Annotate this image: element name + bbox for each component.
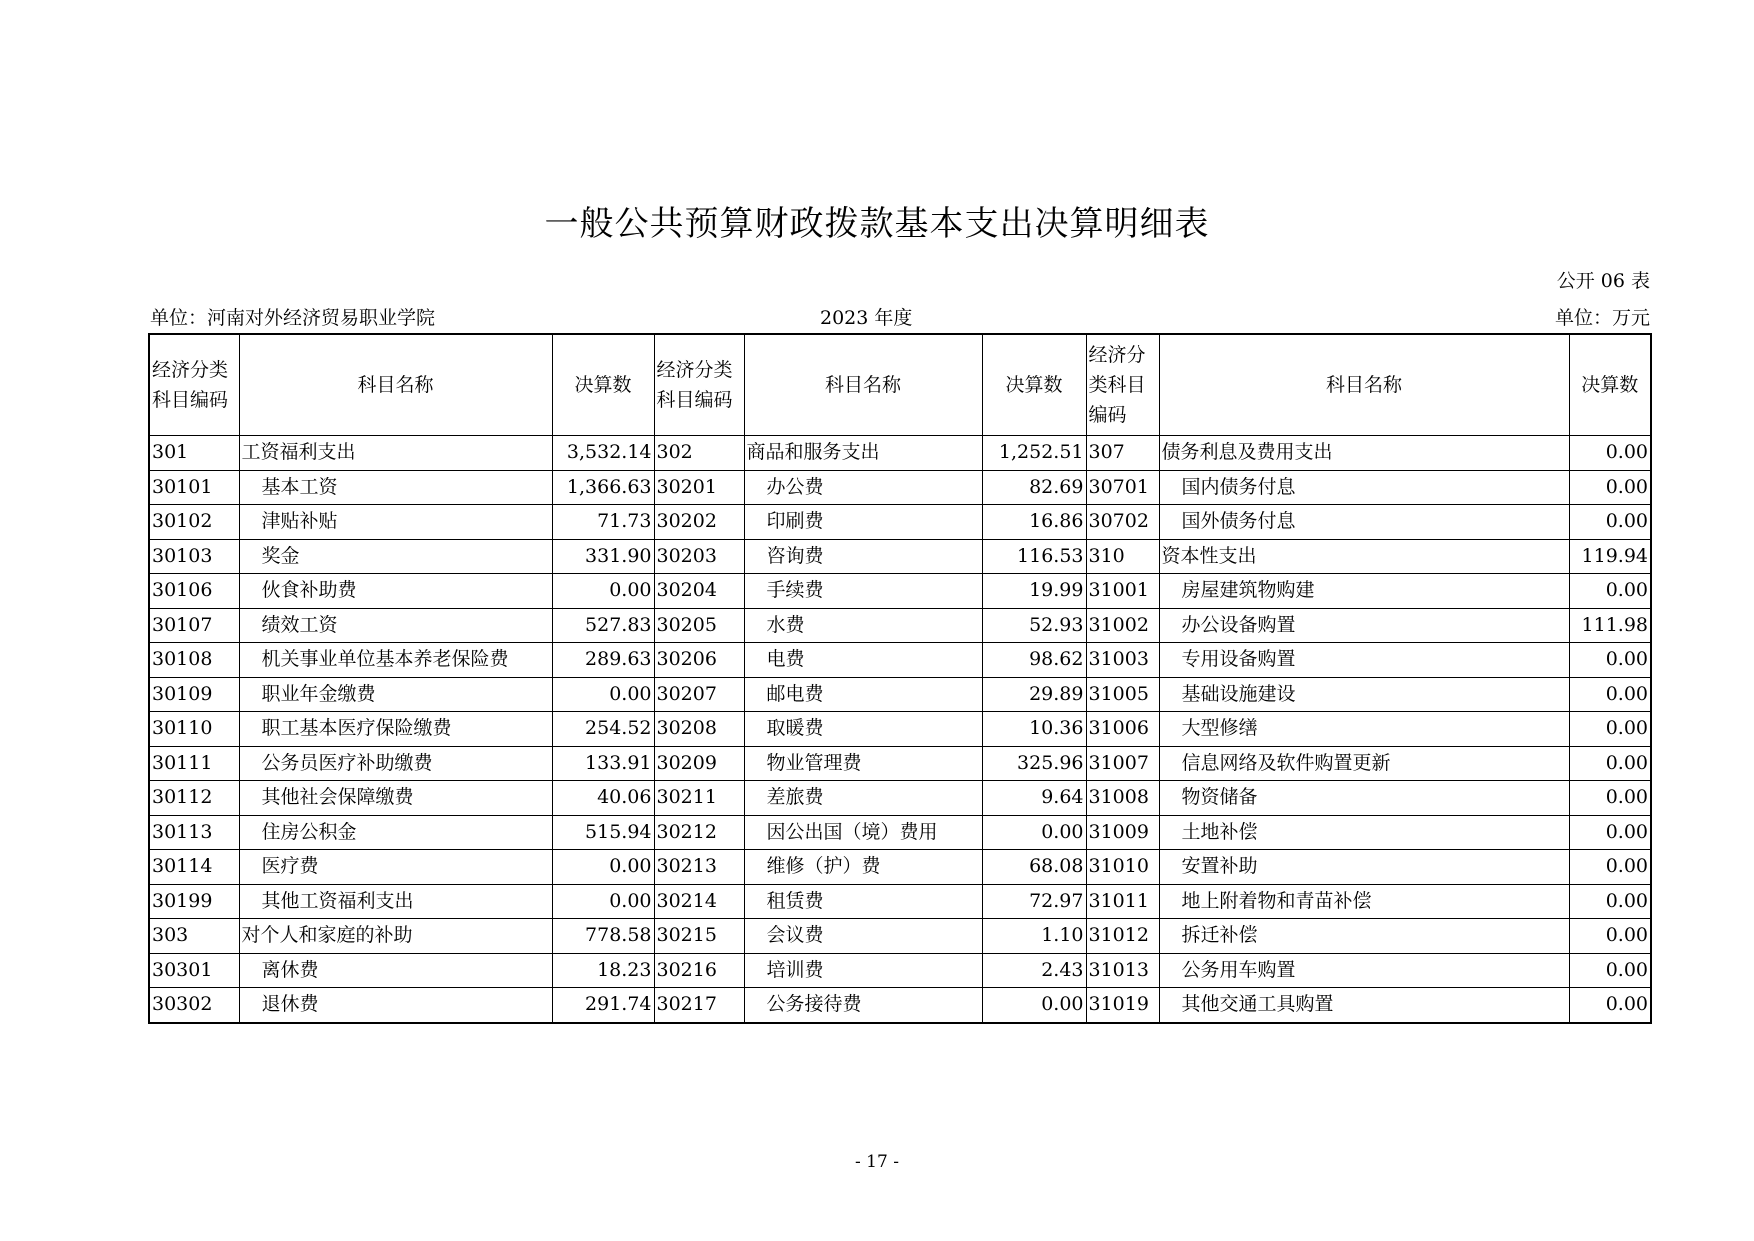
table-row [149, 953, 1651, 988]
header-name-a: 科目名称 [239, 334, 552, 436]
account-code: 30199 [149, 884, 239, 919]
final-amount: 0.00 [1569, 505, 1651, 540]
account-code: 30215 [654, 919, 744, 954]
account-name: 职工基本医疗保险缴费 [239, 712, 552, 747]
account-name: 维修（护）费 [744, 850, 982, 885]
account-code: 30204 [654, 574, 744, 609]
account-code: 31011 [1086, 884, 1159, 919]
header-code-b: 经济分类科目编码 [654, 334, 744, 436]
report-meta [150, 303, 1650, 331]
final-amount: 18.23 [552, 953, 654, 988]
account-name: 办公费 [744, 470, 982, 505]
account-name: 基础设施建设 [1159, 677, 1569, 712]
account-name: 房屋建筑物购建 [1159, 574, 1569, 609]
account-name: 其他交通工具购置 [1159, 988, 1569, 1023]
final-amount: 0.00 [1569, 470, 1651, 505]
final-amount: 0.00 [552, 574, 654, 609]
table-row [149, 919, 1651, 954]
money-unit: 单位：万元 [1554, 307, 1650, 329]
account-code: 30208 [654, 712, 744, 747]
account-name: 大型修缮 [1159, 712, 1569, 747]
final-amount: 0.00 [1569, 815, 1651, 850]
final-amount: 0.00 [552, 884, 654, 919]
final-amount: 1,366.63 [552, 470, 654, 505]
account-name: 办公设备购置 [1159, 608, 1569, 643]
account-code: 30702 [1086, 505, 1159, 540]
unit-name: 单位：河南对外经济贸易职业学院 [150, 307, 436, 329]
account-code: 30106 [149, 574, 239, 609]
form-number: 公开 06 表 [1556, 270, 1650, 292]
account-code: 31007 [1086, 746, 1159, 781]
table-body [149, 436, 1651, 1023]
expenditure-table [148, 333, 1652, 1024]
account-code: 31002 [1086, 608, 1159, 643]
final-amount: 325.96 [982, 746, 1086, 781]
account-name: 差旅费 [744, 781, 982, 816]
header-code-a: 经济分类科目编码 [149, 334, 239, 436]
account-code: 301 [149, 436, 239, 471]
account-code: 30207 [654, 677, 744, 712]
account-name: 公务用车购置 [1159, 953, 1569, 988]
header-name-c: 科目名称 [1159, 334, 1569, 436]
account-name: 绩效工资 [239, 608, 552, 643]
table-row [149, 539, 1651, 574]
final-amount: 0.00 [552, 677, 654, 712]
account-code: 30201 [654, 470, 744, 505]
fiscal-year: 2023 年度 [820, 307, 913, 329]
account-code: 30206 [654, 643, 744, 678]
account-code: 30301 [149, 953, 239, 988]
final-amount: 82.69 [982, 470, 1086, 505]
account-name: 公务员医疗补助缴费 [239, 746, 552, 781]
header-amount-c: 决算数 [1569, 334, 1651, 436]
account-name: 伙食补助费 [239, 574, 552, 609]
account-name: 债务利息及费用支出 [1159, 436, 1569, 471]
account-name: 信息网络及软件购置更新 [1159, 746, 1569, 781]
account-name: 离休费 [239, 953, 552, 988]
account-name: 其他社会保障缴费 [239, 781, 552, 816]
final-amount: 111.98 [1569, 608, 1651, 643]
table-row [149, 988, 1651, 1023]
account-name: 对个人和家庭的补助 [239, 919, 552, 954]
account-name: 其他工资福利支出 [239, 884, 552, 919]
account-name: 安置补助 [1159, 850, 1569, 885]
account-name: 会议费 [744, 919, 982, 954]
table-row [149, 850, 1651, 885]
account-name: 地上附着物和青苗补偿 [1159, 884, 1569, 919]
account-code: 30203 [654, 539, 744, 574]
final-amount: 72.97 [982, 884, 1086, 919]
final-amount: 3,532.14 [552, 436, 654, 471]
account-code: 31010 [1086, 850, 1159, 885]
final-amount: 0.00 [1569, 436, 1651, 471]
account-code: 30108 [149, 643, 239, 678]
header-amount-a: 决算数 [552, 334, 654, 436]
final-amount: 331.90 [552, 539, 654, 574]
final-amount: 68.08 [982, 850, 1086, 885]
account-code: 30101 [149, 470, 239, 505]
table-header-row [149, 334, 1651, 436]
table-row [149, 574, 1651, 609]
account-code: 30113 [149, 815, 239, 850]
account-code: 30107 [149, 608, 239, 643]
account-name: 水费 [744, 608, 982, 643]
final-amount: 0.00 [982, 988, 1086, 1023]
final-amount: 119.94 [1569, 539, 1651, 574]
final-amount: 291.74 [552, 988, 654, 1023]
final-amount: 0.00 [1569, 677, 1651, 712]
table-row [149, 608, 1651, 643]
account-code: 30214 [654, 884, 744, 919]
table-row [149, 781, 1651, 816]
account-name: 物业管理费 [744, 746, 982, 781]
account-name: 商品和服务支出 [744, 436, 982, 471]
final-amount: 40.06 [552, 781, 654, 816]
account-name: 电费 [744, 643, 982, 678]
account-code: 30217 [654, 988, 744, 1023]
final-amount: 0.00 [1569, 746, 1651, 781]
account-name: 拆迁补偿 [1159, 919, 1569, 954]
final-amount: 52.93 [982, 608, 1086, 643]
account-name: 职业年金缴费 [239, 677, 552, 712]
final-amount: 116.53 [982, 539, 1086, 574]
final-amount: 98.62 [982, 643, 1086, 678]
table-row [149, 712, 1651, 747]
account-name: 因公出国（境）费用 [744, 815, 982, 850]
final-amount: 0.00 [1569, 643, 1651, 678]
account-code: 303 [149, 919, 239, 954]
account-name: 取暖费 [744, 712, 982, 747]
account-name: 工资福利支出 [239, 436, 552, 471]
final-amount: 0.00 [1569, 712, 1651, 747]
account-code: 30110 [149, 712, 239, 747]
account-code: 31008 [1086, 781, 1159, 816]
final-amount: 29.89 [982, 677, 1086, 712]
account-code: 31001 [1086, 574, 1159, 609]
account-code: 30112 [149, 781, 239, 816]
account-name: 印刷费 [744, 505, 982, 540]
account-code: 30109 [149, 677, 239, 712]
account-code: 31006 [1086, 712, 1159, 747]
account-code: 30209 [654, 746, 744, 781]
final-amount: 254.52 [552, 712, 654, 747]
account-code: 30114 [149, 850, 239, 885]
final-amount: 515.94 [552, 815, 654, 850]
account-name: 退休费 [239, 988, 552, 1023]
final-amount: 2.43 [982, 953, 1086, 988]
page-title: 一般公共预算财政拨款基本支出决算明细表 [544, 204, 1210, 244]
table-row [149, 884, 1651, 919]
final-amount: 1,252.51 [982, 436, 1086, 471]
final-amount: 0.00 [552, 850, 654, 885]
account-code: 30701 [1086, 470, 1159, 505]
table-row [149, 505, 1651, 540]
account-code: 31019 [1086, 988, 1159, 1023]
account-code: 30205 [654, 608, 744, 643]
account-code: 31005 [1086, 677, 1159, 712]
final-amount: 527.83 [552, 608, 654, 643]
final-amount: 10.36 [982, 712, 1086, 747]
final-amount: 71.73 [552, 505, 654, 540]
table-row [149, 436, 1651, 471]
account-code: 30302 [149, 988, 239, 1023]
account-name: 租赁费 [744, 884, 982, 919]
account-name: 医疗费 [239, 850, 552, 885]
final-amount: 0.00 [1569, 988, 1651, 1023]
header-code-c: 经济分类科目编码 [1086, 334, 1159, 436]
account-code: 31012 [1086, 919, 1159, 954]
table-row [149, 746, 1651, 781]
account-name: 奖金 [239, 539, 552, 574]
account-name: 资本性支出 [1159, 539, 1569, 574]
page-number: - 17 - [855, 1152, 899, 1172]
table-row [149, 643, 1651, 678]
account-name: 土地补偿 [1159, 815, 1569, 850]
final-amount: 1.10 [982, 919, 1086, 954]
final-amount: 0.00 [1569, 781, 1651, 816]
final-amount: 778.58 [552, 919, 654, 954]
account-name: 物资储备 [1159, 781, 1569, 816]
table-row [149, 815, 1651, 850]
account-code: 30102 [149, 505, 239, 540]
account-name: 机关事业单位基本养老保险费 [239, 643, 552, 678]
account-name: 国内债务付息 [1159, 470, 1569, 505]
account-code: 30212 [654, 815, 744, 850]
account-name: 基本工资 [239, 470, 552, 505]
account-code: 30103 [149, 539, 239, 574]
account-code: 30213 [654, 850, 744, 885]
final-amount: 0.00 [1569, 953, 1651, 988]
final-amount: 9.64 [982, 781, 1086, 816]
final-amount: 0.00 [1569, 574, 1651, 609]
final-amount: 16.86 [982, 505, 1086, 540]
account-code: 302 [654, 436, 744, 471]
account-name: 培训费 [744, 953, 982, 988]
account-code: 310 [1086, 539, 1159, 574]
account-code: 31003 [1086, 643, 1159, 678]
account-code: 30216 [654, 953, 744, 988]
header-amount-b: 决算数 [982, 334, 1086, 436]
final-amount: 133.91 [552, 746, 654, 781]
final-amount: 289.63 [552, 643, 654, 678]
table-row [149, 470, 1651, 505]
account-name: 津贴补贴 [239, 505, 552, 540]
account-code: 30111 [149, 746, 239, 781]
account-code: 31013 [1086, 953, 1159, 988]
account-name: 公务接待费 [744, 988, 982, 1023]
table-row [149, 677, 1651, 712]
account-code: 30211 [654, 781, 744, 816]
account-code: 30202 [654, 505, 744, 540]
account-name: 住房公积金 [239, 815, 552, 850]
header-name-b: 科目名称 [744, 334, 982, 436]
final-amount: 0.00 [1569, 884, 1651, 919]
account-code: 307 [1086, 436, 1159, 471]
final-amount: 0.00 [1569, 850, 1651, 885]
account-name: 专用设备购置 [1159, 643, 1569, 678]
final-amount: 0.00 [982, 815, 1086, 850]
account-name: 手续费 [744, 574, 982, 609]
account-name: 国外债务付息 [1159, 505, 1569, 540]
final-amount: 19.99 [982, 574, 1086, 609]
account-name: 咨询费 [744, 539, 982, 574]
account-code: 31009 [1086, 815, 1159, 850]
account-name: 邮电费 [744, 677, 982, 712]
final-amount: 0.00 [1569, 919, 1651, 954]
